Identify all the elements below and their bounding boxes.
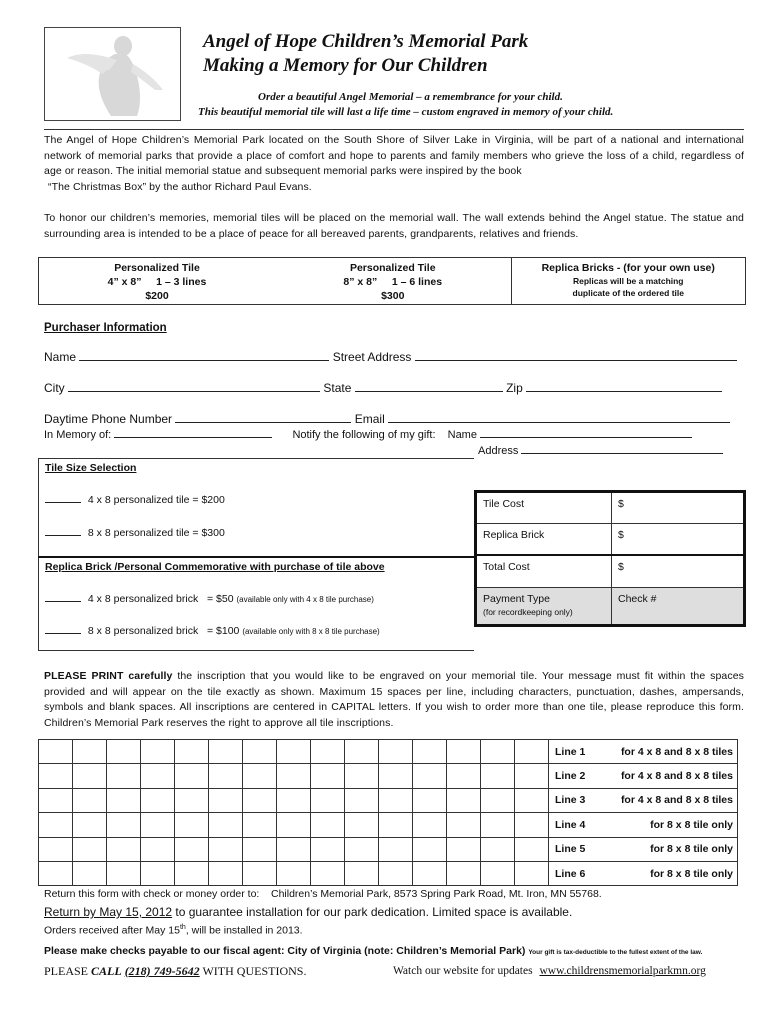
character-box[interactable] bbox=[73, 813, 107, 837]
angel-statue-logo-icon bbox=[45, 28, 180, 120]
inscription-line-description: for 4 x 8 and 8 x 8 tiles bbox=[611, 788, 738, 812]
tile-4x8-info bbox=[39, 258, 275, 304]
character-box[interactable] bbox=[379, 764, 413, 788]
character-box[interactable] bbox=[413, 813, 447, 837]
inscription-line-label: Line 2 bbox=[549, 764, 611, 788]
character-box[interactable] bbox=[175, 788, 209, 812]
character-box[interactable] bbox=[515, 837, 549, 861]
intro-paragraph-1 bbox=[44, 133, 744, 195]
character-box[interactable] bbox=[345, 837, 379, 861]
character-box[interactable] bbox=[379, 813, 413, 837]
character-box[interactable] bbox=[73, 764, 107, 788]
late-orders-sup: th bbox=[179, 924, 186, 931]
email-label: Email bbox=[354, 412, 385, 426]
tile-4x8-price: $200 bbox=[145, 290, 169, 302]
memory-label: In Memory of: bbox=[44, 429, 112, 441]
character-box[interactable] bbox=[515, 788, 549, 812]
character-box[interactable] bbox=[345, 788, 379, 812]
logo-frame bbox=[44, 27, 181, 121]
inscription-line-row bbox=[39, 764, 738, 788]
character-box[interactable] bbox=[481, 740, 515, 764]
character-box[interactable] bbox=[277, 861, 311, 885]
inscription-line-row bbox=[39, 813, 738, 837]
character-box[interactable] bbox=[107, 861, 141, 885]
inscription-line-row bbox=[39, 788, 738, 812]
inscription-line-label: Line 5 bbox=[549, 837, 611, 861]
tile-pricing-box bbox=[38, 257, 746, 305]
character-box[interactable] bbox=[73, 837, 107, 861]
replica-cost-label: Replica Brick bbox=[476, 524, 612, 555]
phone-label: Daytime Phone Number bbox=[44, 412, 173, 426]
header-divider bbox=[44, 129, 744, 130]
character-box[interactable] bbox=[481, 861, 515, 885]
tile-8x8-option-label: 8 x 8 personalized tile = $300 bbox=[87, 527, 225, 539]
subtitle-line-2: This beautiful memorial tile will last a life time – custom engraved in memory of your child. bbox=[198, 106, 614, 118]
character-box[interactable] bbox=[39, 813, 73, 837]
inscription-line-row bbox=[39, 740, 738, 764]
state-field[interactable] bbox=[355, 381, 503, 392]
zip-field[interactable] bbox=[526, 381, 722, 392]
tile-option-8x8 bbox=[45, 527, 225, 539]
character-box[interactable] bbox=[209, 788, 243, 812]
character-box[interactable] bbox=[413, 788, 447, 812]
character-box[interactable] bbox=[141, 740, 175, 764]
character-box[interactable] bbox=[73, 788, 107, 812]
website-line bbox=[393, 965, 706, 977]
brick-8x8-note: (available only with 8 x 8 tile purchase) bbox=[242, 627, 380, 636]
character-box[interactable] bbox=[141, 788, 175, 812]
call-line bbox=[44, 964, 306, 979]
character-box[interactable] bbox=[141, 764, 175, 788]
character-box[interactable] bbox=[379, 837, 413, 861]
character-box[interactable] bbox=[175, 837, 209, 861]
tile-8x8-info bbox=[275, 258, 511, 304]
title-line-1: Angel of Hope Children’s Memorial Park bbox=[203, 31, 529, 52]
character-box[interactable] bbox=[413, 861, 447, 885]
city-row bbox=[44, 381, 722, 395]
character-box[interactable] bbox=[515, 764, 549, 788]
notify-name-label: Name bbox=[447, 429, 477, 441]
tile-cost-field[interactable]: $ bbox=[612, 492, 745, 524]
character-box[interactable] bbox=[175, 740, 209, 764]
replica-note-1: Replicas will be a matching bbox=[572, 276, 684, 286]
character-box[interactable] bbox=[175, 764, 209, 788]
tile-4x8-size: 4” x 8” 1 – 3 lines bbox=[107, 276, 207, 288]
brick-4x8-qty-field[interactable] bbox=[45, 593, 81, 602]
character-box[interactable] bbox=[141, 861, 175, 885]
notify-address-field[interactable] bbox=[521, 445, 723, 454]
replica-bricks-name: Replica Bricks - (for your own use) bbox=[541, 262, 715, 274]
character-box[interactable] bbox=[311, 764, 345, 788]
character-box[interactable] bbox=[311, 861, 345, 885]
replica-note-2: duplicate of the ordered tile bbox=[572, 288, 684, 298]
brick-8x8-label: 8 x 8 personalized brick = $100 bbox=[87, 625, 240, 637]
character-box[interactable] bbox=[277, 837, 311, 861]
inscription-line-label: Line 4 bbox=[549, 813, 611, 837]
payment-type-note: (for recordkeeping only) bbox=[483, 607, 573, 617]
character-box[interactable] bbox=[107, 788, 141, 812]
brick-4x8-note: (available only with 4 x 8 tile purchase) bbox=[236, 595, 374, 604]
character-box[interactable] bbox=[379, 740, 413, 764]
return-address: Return this form with check or money order to: Children’s Memorial Park, 8573 Spring Park Road, Mt. Iron, MN 55768. bbox=[44, 888, 602, 900]
character-box[interactable] bbox=[175, 813, 209, 837]
character-box[interactable] bbox=[277, 788, 311, 812]
character-box[interactable] bbox=[39, 740, 73, 764]
character-box[interactable] bbox=[481, 813, 515, 837]
total-cost-label: Total Cost bbox=[476, 555, 612, 588]
character-box[interactable] bbox=[345, 764, 379, 788]
deadline-line bbox=[44, 905, 572, 919]
payable-line bbox=[44, 945, 702, 957]
brick-8x8-qty-field[interactable] bbox=[45, 625, 81, 634]
phone-field[interactable] bbox=[175, 412, 351, 423]
character-box[interactable] bbox=[141, 837, 175, 861]
intro-text: The Angel of Hope Children’s Memorial Park located on the South Shore of Silver Lake in Virginia, will be part of a national and international network of memorial parks that provide a place of comfort and hope to parents and family members who grieve the loss of a child, regardless of age or reason. The initial memorial statue and subsequent memorial parks were inspired by the book bbox=[44, 134, 744, 177]
tile-4x8-option-label: 4 x 8 personalized tile = $200 bbox=[87, 494, 225, 506]
website-label: Watch our website for updates bbox=[393, 965, 533, 977]
title-line-2: Making a Memory for Our Children bbox=[203, 55, 488, 76]
inscription-line-description: for 8 x 8 tile only bbox=[611, 861, 738, 885]
tile-option-4x8 bbox=[45, 494, 225, 506]
inscription-line-description: for 4 x 8 and 8 x 8 tiles bbox=[611, 764, 738, 788]
name-row bbox=[44, 350, 737, 364]
character-box[interactable] bbox=[447, 861, 481, 885]
character-box[interactable] bbox=[39, 764, 73, 788]
character-box[interactable] bbox=[345, 813, 379, 837]
email-field[interactable] bbox=[388, 412, 730, 423]
website-link[interactable]: www.childrensmemorialparkmn.org bbox=[539, 965, 706, 977]
cost-table bbox=[474, 490, 746, 627]
character-box[interactable] bbox=[39, 861, 73, 885]
notify-label: Notify the following of my gift: bbox=[292, 429, 436, 441]
name-label: Name bbox=[44, 350, 77, 364]
character-box[interactable] bbox=[447, 788, 481, 812]
selection-panel bbox=[38, 458, 474, 651]
replica-cost-field[interactable]: $ bbox=[612, 524, 745, 555]
brick-option-4x8 bbox=[45, 593, 374, 605]
character-box[interactable] bbox=[107, 740, 141, 764]
tile-4x8-qty-field[interactable] bbox=[45, 494, 81, 503]
character-box[interactable] bbox=[481, 788, 515, 812]
character-box[interactable] bbox=[481, 837, 515, 861]
call-suffix: WITH QUESTIONS. bbox=[199, 964, 307, 978]
character-box[interactable] bbox=[379, 788, 413, 812]
character-box[interactable] bbox=[413, 740, 447, 764]
character-box[interactable] bbox=[311, 837, 345, 861]
character-box[interactable] bbox=[209, 813, 243, 837]
character-box[interactable] bbox=[243, 813, 277, 837]
character-box[interactable] bbox=[209, 837, 243, 861]
replica-bricks-info bbox=[511, 258, 745, 304]
purchaser-heading: Purchaser Information bbox=[44, 322, 167, 334]
character-box[interactable] bbox=[175, 861, 209, 885]
intro-paragraph-2: To honor our children’s memories, memorial tiles will be placed on the memorial wall. The wall extends behind the Angel statue. The statue and surrounding area is intended to be a place of peace for all bereaved parents, grandparents, relatives and friends. bbox=[44, 212, 744, 240]
inscription-line-description: for 8 x 8 tile only bbox=[611, 837, 738, 861]
character-box[interactable] bbox=[447, 813, 481, 837]
memory-field[interactable] bbox=[114, 429, 272, 438]
character-box[interactable] bbox=[107, 813, 141, 837]
memory-row bbox=[44, 429, 692, 441]
character-box[interactable] bbox=[277, 764, 311, 788]
character-box[interactable] bbox=[345, 740, 379, 764]
inscription-lead: PLEASE PRINT carefully bbox=[44, 670, 173, 682]
character-box[interactable] bbox=[209, 740, 243, 764]
character-box[interactable] bbox=[243, 740, 277, 764]
notify-name-field[interactable] bbox=[480, 429, 692, 438]
character-box[interactable] bbox=[209, 861, 243, 885]
character-box[interactable] bbox=[447, 764, 481, 788]
inscription-line-label: Line 3 bbox=[549, 788, 611, 812]
selection-divider bbox=[38, 556, 474, 558]
tile-8x8-price: $300 bbox=[381, 290, 405, 302]
call-prefix: PLEASE bbox=[44, 964, 92, 978]
zip-label: Zip bbox=[506, 381, 523, 395]
character-box[interactable] bbox=[515, 813, 549, 837]
total-cost-field[interactable]: $ bbox=[612, 555, 745, 588]
character-box[interactable] bbox=[311, 788, 345, 812]
tile-4x8-name: Personalized Tile bbox=[114, 262, 200, 274]
character-box[interactable] bbox=[311, 740, 345, 764]
state-label: State bbox=[323, 381, 352, 395]
street-field[interactable] bbox=[415, 350, 737, 361]
deadline-date: Return by May 15, 2012 bbox=[44, 905, 173, 919]
character-box[interactable] bbox=[209, 764, 243, 788]
character-box[interactable] bbox=[243, 861, 277, 885]
tile-8x8-name: Personalized Tile bbox=[349, 262, 436, 274]
city-label: City bbox=[44, 381, 65, 395]
brick-4x8-label: 4 x 8 personalized brick = $50 bbox=[87, 593, 234, 605]
character-box[interactable] bbox=[39, 837, 73, 861]
character-box[interactable] bbox=[447, 837, 481, 861]
street-label: Street Address bbox=[332, 350, 412, 364]
character-box[interactable] bbox=[107, 764, 141, 788]
character-box[interactable] bbox=[39, 788, 73, 812]
inscription-line-row bbox=[39, 837, 738, 861]
deadline-text: to guarantee installation for our park dedication. Limited space is available. bbox=[172, 905, 573, 919]
payment-type-cell bbox=[476, 588, 612, 626]
notify-address-label: Address bbox=[478, 445, 519, 457]
character-box[interactable] bbox=[413, 764, 447, 788]
tax-note: Your gift is tax-deductible to the fullest extent of the law. bbox=[528, 949, 703, 956]
tile-size-heading: Tile Size Selection bbox=[45, 462, 137, 474]
notify-address-row bbox=[478, 445, 723, 457]
name-field[interactable] bbox=[79, 350, 329, 361]
character-box[interactable] bbox=[481, 764, 515, 788]
inscription-line-row bbox=[39, 861, 738, 885]
city-field[interactable] bbox=[68, 381, 320, 392]
tile-8x8-size: 8” x 8” 1 – 6 lines bbox=[343, 276, 443, 288]
character-box[interactable] bbox=[243, 764, 277, 788]
replica-brick-heading: Replica Brick /Personal Commemorative with purchase of tile above bbox=[45, 561, 385, 573]
character-box[interactable] bbox=[243, 837, 277, 861]
inscription-text: the inscription that you would like to be engraved on your memorial tile. Your message must fit within the spaces provided and will appear on the tile exactly as shown. Maximum 15 spaces per line, including characters, punctuation, dashes, ampersands, symbols and blank spaces. All inscriptions are centered in CAPITAL letters. If you wish to order more than one tile, please reproduce this form. Children’s Memorial Park reserves the right to approve all tile inscriptions. bbox=[44, 670, 745, 729]
inscription-line-description: for 4 x 8 and 8 x 8 tiles bbox=[611, 740, 738, 764]
call-word: CALL bbox=[91, 964, 122, 978]
inscription-instructions bbox=[44, 669, 744, 731]
late-orders-text-end: , will be installed in 2013. bbox=[185, 924, 303, 937]
brick-option-8x8 bbox=[45, 625, 380, 637]
character-box[interactable] bbox=[243, 788, 277, 812]
late-orders-line bbox=[44, 924, 303, 937]
character-box[interactable] bbox=[141, 813, 175, 837]
character-box[interactable] bbox=[515, 740, 549, 764]
character-box[interactable] bbox=[73, 861, 107, 885]
character-box[interactable] bbox=[379, 861, 413, 885]
payment-type-label: Payment Type bbox=[483, 593, 550, 605]
intro-book-reference: “The Christmas Box” by the author Richard Paul Evans. bbox=[48, 180, 312, 193]
character-box[interactable] bbox=[73, 740, 107, 764]
inscription-line-description: for 8 x 8 tile only bbox=[611, 813, 738, 837]
phone-row bbox=[44, 412, 730, 426]
character-box[interactable] bbox=[345, 861, 379, 885]
inscription-line-label: Line 6 bbox=[549, 861, 611, 885]
character-box[interactable] bbox=[447, 740, 481, 764]
character-box[interactable] bbox=[515, 861, 549, 885]
payable-text: Please make checks payable to our fiscal agent: City of Virginia (note: Children’s Memorial Park) bbox=[44, 945, 526, 957]
inscription-grid bbox=[38, 739, 738, 886]
character-box[interactable] bbox=[277, 813, 311, 837]
character-box[interactable] bbox=[277, 740, 311, 764]
inscription-line-label: Line 1 bbox=[549, 740, 611, 764]
subtitle-line-1: Order a beautiful Angel Memorial – a remembrance for your child. bbox=[258, 91, 563, 103]
phone-number-link[interactable]: (218) 749-5642 bbox=[124, 964, 200, 978]
check-number-field[interactable]: Check # bbox=[612, 588, 745, 626]
character-box[interactable] bbox=[311, 813, 345, 837]
character-box[interactable] bbox=[107, 837, 141, 861]
tile-8x8-qty-field[interactable] bbox=[45, 527, 81, 536]
character-box[interactable] bbox=[413, 837, 447, 861]
late-orders-text: Orders received after May 15 bbox=[44, 924, 180, 937]
tile-cost-label: Tile Cost bbox=[476, 492, 612, 524]
